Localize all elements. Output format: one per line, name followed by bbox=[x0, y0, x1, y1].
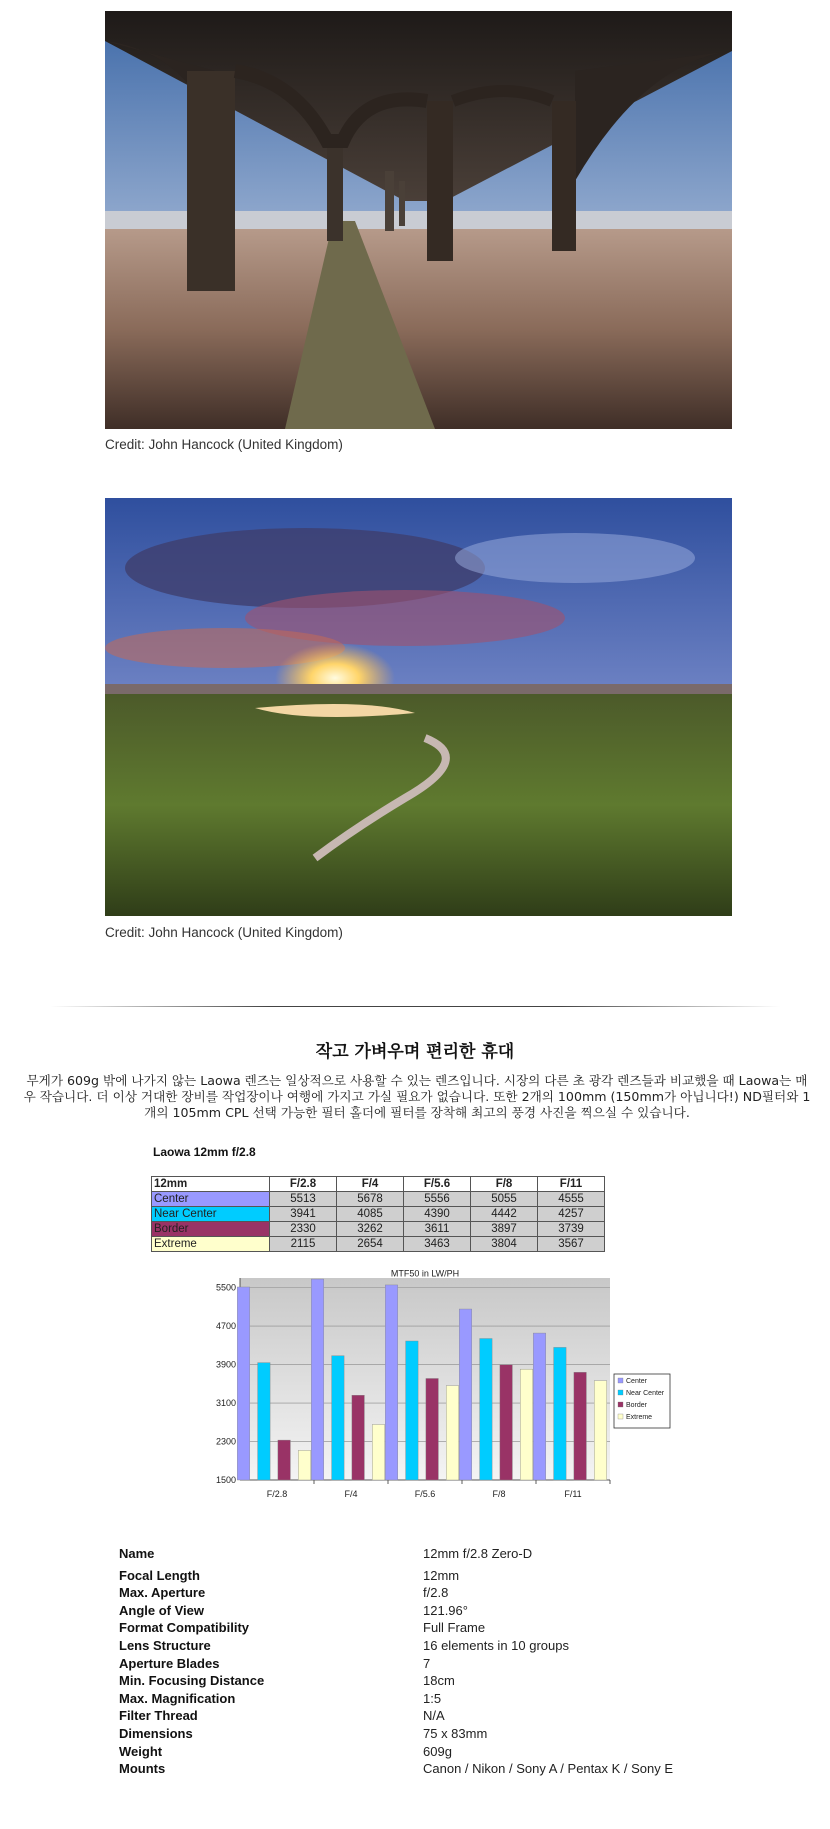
chart-bar bbox=[311, 1279, 324, 1480]
spec-value: 75 x 83mm bbox=[423, 1725, 488, 1741]
spec-value: 121.96° bbox=[423, 1602, 468, 1618]
spec-key: Max. Magnification bbox=[119, 1690, 236, 1706]
y-tick-label: 3100 bbox=[215, 1398, 236, 1409]
mtf-table-corner: 12mm bbox=[152, 1177, 270, 1192]
spec-value: Full Frame bbox=[423, 1620, 486, 1636]
spec-key: Mounts bbox=[119, 1761, 166, 1777]
mtf50-chart bbox=[0, 1270, 830, 1514]
spec-key: Lens Structure bbox=[119, 1637, 211, 1653]
mtf-cell: 3897 bbox=[471, 1222, 538, 1237]
marsh-sunset-photo bbox=[105, 498, 732, 916]
chart-bar bbox=[594, 1381, 607, 1480]
mtf-cell: 2115 bbox=[270, 1237, 337, 1252]
mtf-col-header: F/5.6 bbox=[404, 1177, 471, 1192]
mtf-cell: 3463 bbox=[404, 1237, 471, 1252]
table-row bbox=[152, 1192, 605, 1207]
chart-bar bbox=[480, 1339, 493, 1480]
spec-value: 7 bbox=[423, 1655, 431, 1671]
intro-paragraph: 무게가 609g 밖에 나가지 않는 Laowa 렌즈는 일상적으로 사용할 수 있는 렌즈입니다. 시장의 다른 초 광각 렌즈들과 비교했을 때 Laowa는 매우 작습니다. 더 이상 거대한 장비를 작업장이나 여행에 가지고 가실 필요가 없습니다. 또한 2개의 100mm (150mm가 아닙니다!) ND필터와 1개의 105mm CPL 선택 가능한 필터 홀더에 필터를 장착해 최고의 풍경 사진을 찍으실 수 있습니다. bbox=[23, 1073, 811, 1120]
mtf-cell: 3611 bbox=[404, 1222, 471, 1237]
mtf-cell: 3941 bbox=[270, 1207, 337, 1222]
section-heading: 작고 가벼우며 편리한 휴대 bbox=[315, 1042, 515, 1062]
spec-value: N/A bbox=[423, 1708, 445, 1724]
chart-bar bbox=[459, 1309, 472, 1480]
mtf-table bbox=[151, 1176, 605, 1252]
chart-bar bbox=[258, 1363, 271, 1480]
mtf-row-label: Near Center bbox=[152, 1207, 270, 1222]
spec-value: f/2.8 bbox=[423, 1585, 449, 1601]
spec-key: Focal Length bbox=[119, 1567, 200, 1583]
chart-bar bbox=[406, 1341, 419, 1480]
legend-label: Extreme bbox=[626, 1414, 653, 1421]
x-tick-label: F/2.8 bbox=[266, 1489, 288, 1499]
table-row bbox=[152, 1207, 605, 1222]
y-tick-label: 5500 bbox=[215, 1282, 236, 1293]
mtf-col-header: F/4 bbox=[337, 1177, 404, 1192]
mtf-cell: 5055 bbox=[471, 1192, 538, 1207]
mtf-table-title: Laowa 12mm f/2.8 bbox=[153, 1145, 256, 1159]
y-tick-label: 2300 bbox=[215, 1436, 236, 1447]
legend-swatch bbox=[618, 1414, 623, 1419]
table-row bbox=[152, 1222, 605, 1237]
section-divider bbox=[50, 1006, 780, 1007]
spec-value: 12mm bbox=[423, 1567, 460, 1583]
table-row bbox=[152, 1237, 605, 1252]
mtf-col-header: F/11 bbox=[538, 1177, 605, 1192]
legend-swatch bbox=[618, 1390, 623, 1395]
chart-bar bbox=[500, 1365, 513, 1480]
mtf-row-label: Extreme bbox=[152, 1237, 270, 1252]
spec-value: 1:5 bbox=[423, 1690, 442, 1706]
y-tick-label: 1500 bbox=[215, 1475, 236, 1485]
mtf50-bar-chart bbox=[0, 1270, 830, 1510]
mtf-cell: 3567 bbox=[538, 1237, 605, 1252]
mtf-cell: 4555 bbox=[538, 1192, 605, 1207]
mtf-cell: 4085 bbox=[337, 1207, 404, 1222]
spec-key: Min. Focusing Distance bbox=[119, 1673, 265, 1689]
legend-label: Near Center bbox=[626, 1390, 665, 1397]
spec-key: Max. Aperture bbox=[119, 1585, 206, 1601]
mtf-cell: 5513 bbox=[270, 1192, 337, 1207]
chart-bar bbox=[574, 1372, 587, 1480]
mtf-cell: 3262 bbox=[337, 1222, 404, 1237]
mtf-cell: 5678 bbox=[337, 1192, 404, 1207]
chart-bar bbox=[520, 1369, 533, 1480]
spec-value: 609g bbox=[423, 1743, 452, 1759]
spec-value: 12mm f/2.8 Zero-D bbox=[423, 1546, 533, 1561]
legend-swatch bbox=[618, 1402, 623, 1407]
spec-key: Name bbox=[119, 1546, 155, 1561]
chart-title: MTF50 in LW/PH bbox=[390, 1270, 460, 1279]
mtf-cell: 3804 bbox=[471, 1237, 538, 1252]
chart-bar bbox=[554, 1347, 567, 1480]
mtf-cell: 4442 bbox=[471, 1207, 538, 1222]
mtf-row-label: Border bbox=[152, 1222, 270, 1237]
mtf-cell: 5556 bbox=[404, 1192, 471, 1207]
legend-label: Border bbox=[626, 1402, 648, 1409]
x-tick-label: F/5.6 bbox=[414, 1489, 436, 1499]
spec-key: Aperture Blades bbox=[119, 1655, 220, 1671]
mtf-table-header-row bbox=[152, 1177, 605, 1192]
x-tick-label: F/4 bbox=[344, 1489, 358, 1499]
spec-key: Dimensions bbox=[119, 1725, 193, 1741]
chart-bar bbox=[352, 1395, 365, 1480]
spec-value: 18cm bbox=[423, 1673, 455, 1689]
spec-key: Weight bbox=[119, 1743, 163, 1759]
mtf-cell: 4390 bbox=[404, 1207, 471, 1222]
pier-photo bbox=[105, 11, 732, 429]
legend-label: Center bbox=[626, 1378, 648, 1385]
mtf-col-header: F/2.8 bbox=[270, 1177, 337, 1192]
spec-key: Filter Thread bbox=[119, 1708, 198, 1724]
chart-bar bbox=[533, 1333, 546, 1480]
chart-bar bbox=[278, 1440, 291, 1480]
x-tick-label: F/11 bbox=[564, 1489, 582, 1499]
chart-bar bbox=[426, 1378, 439, 1480]
mtf-cell: 2330 bbox=[270, 1222, 337, 1237]
photo-credit: Credit: John Hancock (United Kingdom) bbox=[105, 925, 343, 940]
photo-credit: Credit: John Hancock (United Kingdom) bbox=[105, 437, 343, 452]
mtf-row-label: Center bbox=[152, 1192, 270, 1207]
chart-bar bbox=[446, 1386, 459, 1480]
mtf-cell: 2654 bbox=[337, 1237, 404, 1252]
spec-key: Angle of View bbox=[119, 1602, 204, 1618]
legend-swatch bbox=[618, 1378, 623, 1383]
chart-bar bbox=[385, 1285, 398, 1480]
mtf-cell: 3739 bbox=[538, 1222, 605, 1237]
chart-bar bbox=[237, 1287, 250, 1480]
spec-value: Canon / Nikon / Sony A / Pentax K / Sony E bbox=[423, 1761, 674, 1777]
mtf-col-header: F/8 bbox=[471, 1177, 538, 1192]
chart-bar bbox=[298, 1450, 311, 1480]
y-tick-label: 3900 bbox=[215, 1359, 236, 1370]
x-tick-label: F/8 bbox=[492, 1489, 506, 1499]
chart-bar bbox=[372, 1424, 385, 1480]
mtf-cell: 4257 bbox=[538, 1207, 605, 1222]
spec-key: Format Compatibility bbox=[119, 1620, 250, 1636]
y-tick-label: 4700 bbox=[215, 1321, 236, 1332]
chart-bar bbox=[332, 1356, 345, 1480]
spec-value: 16 elements in 10 groups bbox=[423, 1637, 569, 1653]
